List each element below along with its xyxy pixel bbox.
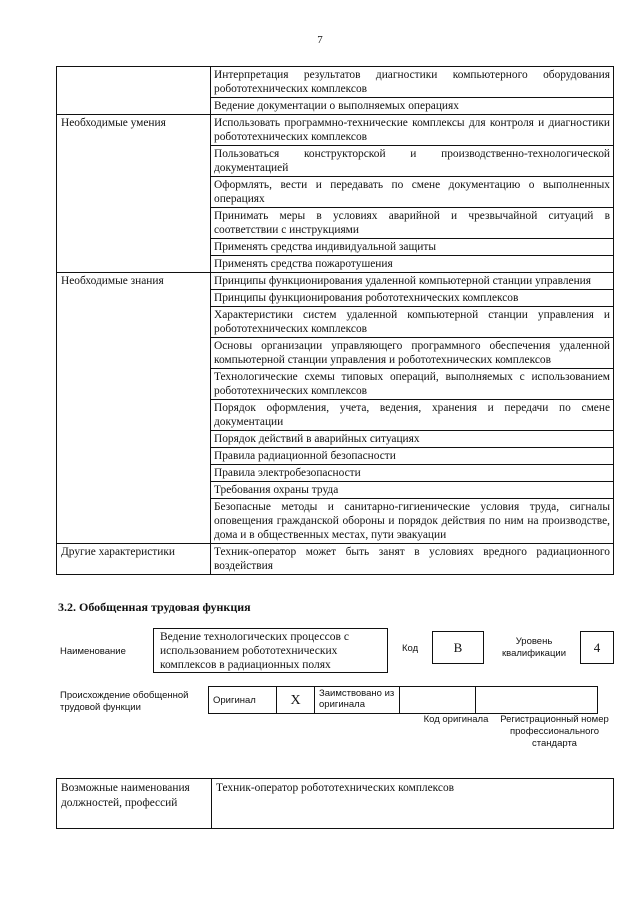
table-cell: Техник-оператор может быть занят в условиях вредного радиационного воздействия [211,544,614,575]
code-label: Код [402,643,419,654]
table-cell: Порядок оформления, учета, ведения, хранения и передачи по смене документации [211,400,614,431]
table-cell: Интерпретация результатов диагностики компьютерного оборудования робототехнических комплексов [211,67,614,98]
name-label: Наименование [60,646,126,657]
table-cell: Безопасные методы и санитарно-гигиенические условия труда, сигналы оповещения гражданской обороны и порядок действия по ним на производстве, дома и в общественных местах, пути эвакуации [211,499,614,544]
qualification-level-label: Уровень квалификации [501,636,567,659]
table-cell: Принципы функционирования робототехнических комплексов [211,290,614,307]
table-cell: Принципы функционирования удаленной компьютерной станции управления [211,273,614,290]
origin-original-cell: Оригинал [209,687,277,714]
table-cell: Порядок действий в аварийных ситуациях [211,431,614,448]
table-cell: Применять средства индивидуальной защиты [211,239,614,256]
section-title: 3.2. Обобщенная трудовая функция [58,600,251,614]
caption-code-original: Код оригинала [423,714,489,725]
table-cell: Принимать меры в условиях аварийной и чрезвычайной ситуаций в соответствии с инструкциями [211,208,614,239]
origin-reg-number-cell [476,687,598,714]
row-label [57,67,211,115]
row-label: Необходимые умения [57,115,211,273]
positions-table [56,778,614,829]
origin-borrowed-cell: Заимствовано из оригинала [315,687,400,714]
table-cell: Применять средства пожаротушения [211,256,614,273]
origin-mark-cell: X [277,687,315,714]
code-box: B [432,631,484,664]
table-cell: Ведение документации о выполняемых операциях [211,98,614,115]
knowledge-skills-table [56,66,614,575]
table-cell: Требования охраны труда [211,482,614,499]
caption-reg-number: Регистрационный номер профессионального стандарта [500,714,609,749]
page-number: 7 [317,34,323,46]
positions-label: Возможные наименования должностей, профессий [57,779,212,829]
origin-code-cell [400,687,476,714]
positions-value: Техник-оператор робототехнических комплексов [212,779,614,829]
knowledge-table-body [57,67,614,575]
qualification-level-box: 4 [580,631,614,664]
function-name-box: Ведение технологических процессов с использованием робототехнических комплексов в радиационных полях [153,628,388,673]
table-cell: Правила электробезопасности [211,465,614,482]
table-cell: Правила радиационной безопасности [211,448,614,465]
table-cell: Использовать программно-технические комплексы для контроля и диагностики робототехнических комплексов [211,115,614,146]
row-label: Необходимые знания [57,273,211,544]
origin-label: Происхождение обобщенной трудовой функции [60,690,189,713]
table-row [57,67,614,98]
origin-table [208,686,598,714]
table-cell: Оформлять, вести и передавать по смене документацию о выполненных операциях [211,177,614,208]
table-cell: Основы организации управляющего программного обеспечения удаленной компьютерной станции управления и робототехнических комплексов [211,338,614,369]
table-cell: Пользоваться конструкторской и производственно-технологической документацией [211,146,614,177]
table-row [57,115,614,146]
table-row [57,273,614,290]
table-row [57,544,614,575]
row-label: Другие характеристики [57,544,211,575]
table-cell: Технологические схемы типовых операций, выполняемых с использованием робототехнических комплексов [211,369,614,400]
table-cell: Характеристики систем удаленной компьютерной станции управления и робототехнических комплексов [211,307,614,338]
